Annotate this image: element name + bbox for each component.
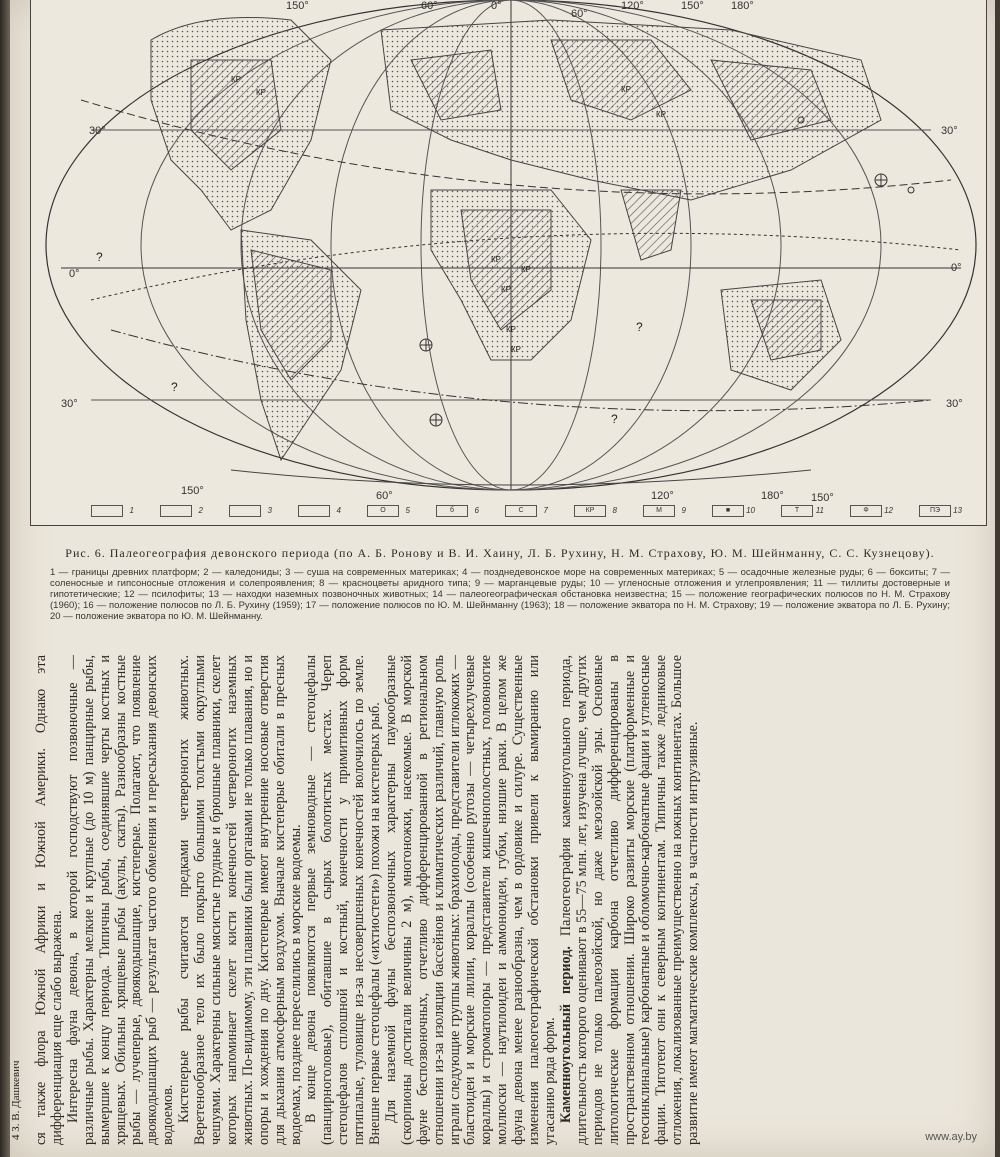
- lat-label: 30°: [89, 125, 106, 137]
- legend-item: ПЭ 13: [919, 505, 951, 517]
- lat-label: 0°: [69, 268, 80, 280]
- watermark: www.ay.by: [925, 1131, 977, 1143]
- lon-label: 60°: [421, 0, 438, 12]
- lon-label: 150°: [181, 485, 204, 497]
- paragraph-text: Палеогеография каменноугольного периода, длительность которого оценивают в 55—75 млн. лет, изучена лучше, чем других периодов не только палеозойской, но даже мезозойской эры. Основные литологические формации карбона отчетливо дифференцированы в пространственном отношении. Широко развиты морские (платформенные и геосинклинальные) карбонатные и обломочно-карбонатные фации и угленосные фации. Тиготеют они к северным континентам. Типичны также ледниковые отложения, локализованные преимущественно на южных континентах. Большое развитие имеют магматические комплексы, в частности интрузивные.: [557, 655, 702, 1145]
- legend-item: ■ 10: [712, 505, 744, 517]
- map-legend: [91, 505, 962, 521]
- legend-item: 3: [229, 505, 261, 517]
- figure-title: Рис. 6. Палеогеография девонского периода (по А. Б. Ронову и В. И. Хаину, Л. Б. Рухину, Н. М. Страхову, Ю. М. Шейнманну, С. С. Кузнецову).: [65, 546, 935, 560]
- paragraph: В конце девона появляются первые земноводные — стегоцефалы (панцирноголовые), обитавшие в сырых болотистых местах. Череп стегоцефалов сплошной и костный, конечности у примитивных форм пятипалые, туловище из-за несовершенных конечностей волочилось по земле. Внешне первые стегоцефалы («ихтиостеги») похожи на кистеперых рыб.: [303, 655, 384, 1145]
- map-mark-red-beds: КР: [656, 110, 666, 119]
- book-page: [10, 0, 995, 1157]
- map-mark-red-beds: КР: [511, 345, 521, 354]
- map-mark-unknown: ?: [636, 320, 643, 334]
- legend-item: Т 11: [781, 505, 813, 517]
- map-mark-unknown: ?: [96, 250, 103, 264]
- legend-item: Ф 12: [850, 505, 882, 517]
- figure-caption: [50, 545, 950, 622]
- paragraph: ся также флора Южной Африки и Южной Америки. Однако эта дифференциация еще слабо выражена.: [33, 655, 65, 1145]
- lon-label: 150°: [681, 0, 704, 12]
- map-mark-red-beds: КР: [521, 265, 531, 274]
- legend-item: 1: [91, 505, 123, 517]
- section-heading: Каменноугольный период.: [557, 946, 574, 1123]
- paragraph: Кистеперые рыбы считаются предками четвероногих животных. Веретенообразное тело их было покрыто большими толстыми округлыми чешуями. Характерны сильные мясистые грудные и брюшные плавники, скелет которых напоминает скелет кисти конечностей четвероногих наземных животных. По-видимому, эти плавники были органами не только плавания, но и опоры и хождения по дну. Кистеперые имеют внутренние носовые отверстия для дыхания атмосферным воздухом. Вначале кистеперые обитали в пресных водоемах, позднее переселились в морские водоемы.: [176, 655, 304, 1145]
- lon-label: 0°: [491, 0, 502, 12]
- lon-label: 180°: [731, 0, 754, 12]
- lat-label: 30°: [946, 398, 963, 410]
- lat-label: 0°: [951, 262, 962, 274]
- paragraph: Интересна фауна девона, в которой господствуют позвоночные — различные рыбы. Характерны мелкие и крупные (до 10 м) панцирные рыбы, вымершие к концу периода. Типичны рыбы, соединявшие черты костных и хрящевых. Обильны хрящевые рыбы (акулы, скаты). Разнообразны костные рыбы — лучеперые, двоякодышащие, кистеперые. Полагают, что появление двоякодышащих рыб — результат частого обмеления и пересыхания девонских водоемов.: [64, 655, 177, 1145]
- paragraph: [559, 655, 702, 1145]
- lon-label: 60°: [571, 8, 588, 20]
- legend-item: б 6: [436, 505, 468, 517]
- map-mark-red-beds: КР: [256, 88, 266, 97]
- map-mark-red-beds: КР: [501, 285, 511, 294]
- legend-item: С 7: [505, 505, 537, 517]
- map-mark-unknown: ?: [171, 380, 178, 394]
- map-mark-red-beds: КР: [231, 75, 241, 84]
- body-text: [34, 655, 702, 1145]
- lon-label: 120°: [651, 490, 674, 502]
- figure-legend-text: 1 — границы древних платформ; 2 — каледониды; 3 — суша на современных материках; 4 — позднедевонское море на современных материках; 5 — осадочные железные руды; 6 — бокситы; 7 — соленосные и гипсоносные отложения и солепроявления; 8 — красноцветы аридного типа; 9 — марганцевые руды; 10 — угленосные отложения и углепроявления; 11 — тиллиты достоверные и гипотетические; 12 — псилофиты; 13 — находки наземных позвоночных животных; 14 — палеогеографическая обстановка неизвестна; 15 — положение географических полюсов по Н. М. Страхову (1960); 16 — положение полюсов по Л. Б. Рухину (1959); 17 — положение полюсов по Ю. М. Шейнманну (1963); 18 — положение экватора по Н. М. Страхову; 19 — положение экватора по Л. Б. Рухину; 20 — положение экватора по Ю. М. Шейнманну.: [50, 567, 950, 622]
- legend-item: О 5: [367, 505, 399, 517]
- paleogeographic-map: [30, 0, 987, 526]
- running-head: 4 З. В. Дашкевич: [10, 1060, 22, 1140]
- lon-label: 150°: [811, 492, 834, 504]
- paragraph: Для наземной фауны беспозвоночных характерны паукообразные (скорпионы достигали величины 2 м), многоножки, насекомые. В морской фауне беспозвоночных, отчетливо дифференцированной в региональном отношении из-за изоляции бассейнов и климатических различий, главную роль играли следующие группы животных: брахиоподы, представители иглокожих — бластоидеи и морские лилии, кораллы (особенно ругозы — четырехлучевые кораллы) и строматопоры — представители кишечнополостных, головоногие моллюски — наутилоидеи и аммоноидеи, губки, низшие раки. В целом же фауна девона менее разнообразна, чем в ордовике и силуре. Существенные изменения палеогеографической обстановки привели к вымиранию или угасанию ряда форм.: [382, 655, 558, 1145]
- book-spine-shadow: [0, 0, 10, 1157]
- lat-label: 30°: [941, 125, 958, 137]
- map-mark-unknown: ?: [611, 412, 618, 426]
- map-mark-red-beds: КР: [621, 85, 631, 94]
- map-mark-red-beds: КР: [506, 325, 516, 334]
- map-mark-red-beds: КР: [491, 255, 501, 264]
- lon-label: 120°: [621, 0, 644, 12]
- legend-item: М 9: [643, 505, 675, 517]
- map-graphic: [31, 0, 986, 525]
- lon-label: 60°: [376, 490, 393, 502]
- lon-label: 150°: [286, 0, 309, 12]
- legend-item: КР 8: [574, 505, 606, 517]
- lat-label: 30°: [61, 398, 78, 410]
- legend-item: 2: [160, 505, 192, 517]
- legend-item: 4: [298, 505, 330, 517]
- lon-label: 180°: [761, 490, 784, 502]
